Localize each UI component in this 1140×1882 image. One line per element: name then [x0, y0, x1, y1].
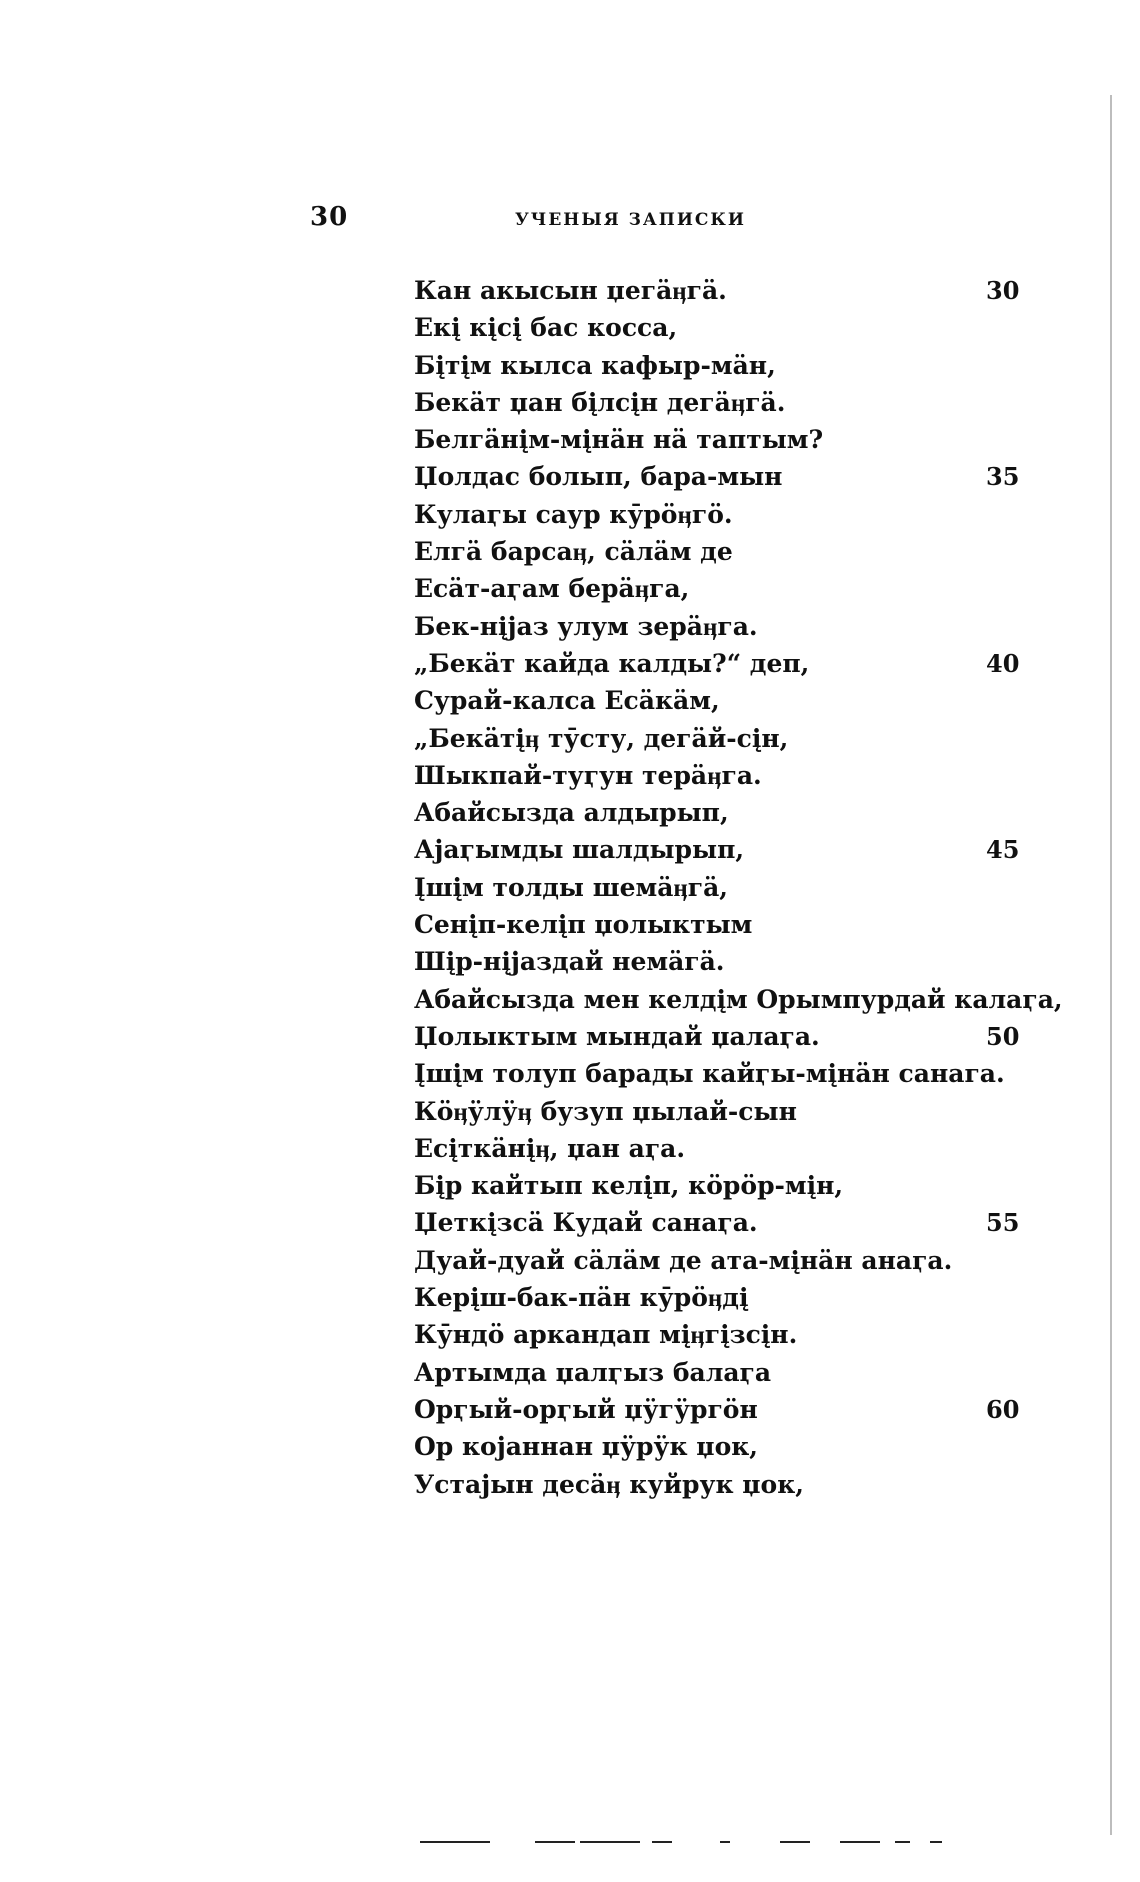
- verse-line-text: Орӷый-орӷый џӱгӱргӧн: [414, 1394, 758, 1424]
- verse-line: [414, 645, 1020, 682]
- verse-line-text: Шыкпай-туӷун терäӊга.: [414, 760, 762, 790]
- verse-line-text: Устајын десäӊ куйрук џок,: [414, 1469, 804, 1499]
- verse-line-text: Ајаӷымды шалдырып,: [414, 835, 745, 865]
- verse-line-text: „Бекäтįӊ тӯсту, дегäй-сįн,: [414, 723, 789, 753]
- bottom-rule: [420, 1841, 1020, 1845]
- verse-line: [414, 272, 1020, 309]
- verse-line-text: Џолыктым мындай џалаӷа.: [414, 1021, 820, 1051]
- verse-line: [414, 1055, 1014, 1092]
- line-number: 50: [986, 1021, 1020, 1051]
- verse-line-text: „Бекäт кайда калды?“ деп,: [414, 648, 810, 678]
- page-number: 30: [310, 202, 349, 232]
- verse-line: [414, 1316, 1014, 1353]
- verse-line-text: Сурай-калса Есäкäм,: [414, 686, 720, 716]
- verse-line: [414, 1354, 1014, 1391]
- verse-line: [414, 1428, 1014, 1465]
- verse-line-text: Есäт-аӷам берäӊга,: [414, 574, 690, 604]
- verse-line-text: Артымда џалӷыз балаӷа: [414, 1357, 772, 1387]
- verse-line-text: Бекäт џан бįлсįн дегäӊгä.: [414, 387, 786, 417]
- verse-line: [414, 347, 1014, 384]
- verse-line-text: Абайсызда алдырып,: [414, 798, 729, 828]
- verse-line: [414, 1093, 1014, 1130]
- verse-line: [414, 906, 1014, 943]
- verse-line: [414, 1242, 1014, 1279]
- verse-line: [414, 1279, 1014, 1316]
- verse-line-text: Кӧӊӱлӱӊ бузуп џылай-сын: [414, 1096, 797, 1126]
- verse-line: [414, 682, 1014, 719]
- line-number: 40: [986, 648, 1020, 678]
- verse-line-text: Бек-нįјаз улум зерäӊга.: [414, 611, 758, 641]
- verse-line: [414, 458, 1020, 495]
- verse-line: [414, 608, 1014, 645]
- verse-line: [414, 309, 1014, 346]
- running-head: УЧЕНЫЯ ЗАПИСКИ: [515, 210, 746, 230]
- verse-block: [414, 272, 1063, 1503]
- verse-line-text: Екį кįсį бас косса,: [414, 313, 678, 343]
- verse-line-text: Џеткįзсä Кудай санаӷа.: [414, 1208, 758, 1238]
- verse-line-text: Įшįм толуп барады кайӷы-мįнäн санага.: [414, 1059, 1005, 1089]
- verse-line: [414, 757, 1014, 794]
- verse-line: [414, 1391, 1020, 1428]
- verse-line: [414, 981, 1063, 1018]
- verse-line: [414, 496, 1014, 533]
- verse-line-text: Шįр-нįјаздай немäгä.: [414, 947, 725, 977]
- verse-line: [414, 384, 1014, 421]
- verse-line: [414, 1130, 1014, 1167]
- line-number: 35: [986, 462, 1020, 492]
- verse-line-text: Керįш-бак-пäн кӯрӧӊдį: [414, 1283, 749, 1313]
- verse-line-text: Белгäнįм-мįнäн нä таптым?: [414, 425, 824, 455]
- verse-line-text: Бįтįм кылса кафыр-мäн,: [414, 350, 776, 380]
- verse-line-text: Елгä барсаӊ, сäлäм де: [414, 537, 733, 567]
- verse-line: [414, 1018, 1020, 1055]
- verse-line-text: Есįткäнįӊ, џан аӷа.: [414, 1133, 686, 1163]
- verse-line: [414, 794, 1014, 831]
- verse-line: [414, 533, 1014, 570]
- verse-line-text: Бįр кайтып келįп, кӧрӧр-мįн,: [414, 1171, 844, 1201]
- verse-line-text: Сенįп-келįп џолыктым: [414, 910, 753, 940]
- verse-line-text: Абайсызда мен келдįм Орымпурдай калаӷа,: [414, 984, 1063, 1014]
- verse-line-text: Кан акысын џегäӊгä.: [414, 276, 727, 305]
- verse-line: [414, 1204, 1020, 1241]
- verse-line: [414, 869, 1014, 906]
- verse-line: [414, 421, 1014, 458]
- verse-line-text: Įшįм толды шемäӊгä,: [414, 872, 729, 902]
- verse-line: [414, 831, 1020, 868]
- verse-line-text: Дуай-дуай сäлäм де ата-мįнäн анаӷа.: [414, 1245, 953, 1275]
- line-number: 60: [986, 1394, 1020, 1424]
- verse-line-text: Џолдас болып, бара-мын: [414, 462, 783, 492]
- line-number: 30: [986, 276, 1020, 305]
- line-number: 45: [986, 835, 1020, 865]
- verse-line: [414, 720, 1014, 757]
- line-number: 55: [986, 1208, 1020, 1238]
- verse-line-text: Ор којаннан џӱрӱк џок,: [414, 1432, 759, 1462]
- verse-line: [414, 1167, 1014, 1204]
- verse-line: [414, 570, 1014, 607]
- page-edge-line: [1110, 95, 1112, 1835]
- verse-line-text: Кулаӷы саур кӯрӧӊгӧ.: [414, 499, 733, 529]
- verse-line-text: Кӯндӧ аркандап мįӊгįзсįн.: [414, 1320, 798, 1350]
- verse-line: [414, 943, 1014, 980]
- verse-line: [414, 1466, 1014, 1503]
